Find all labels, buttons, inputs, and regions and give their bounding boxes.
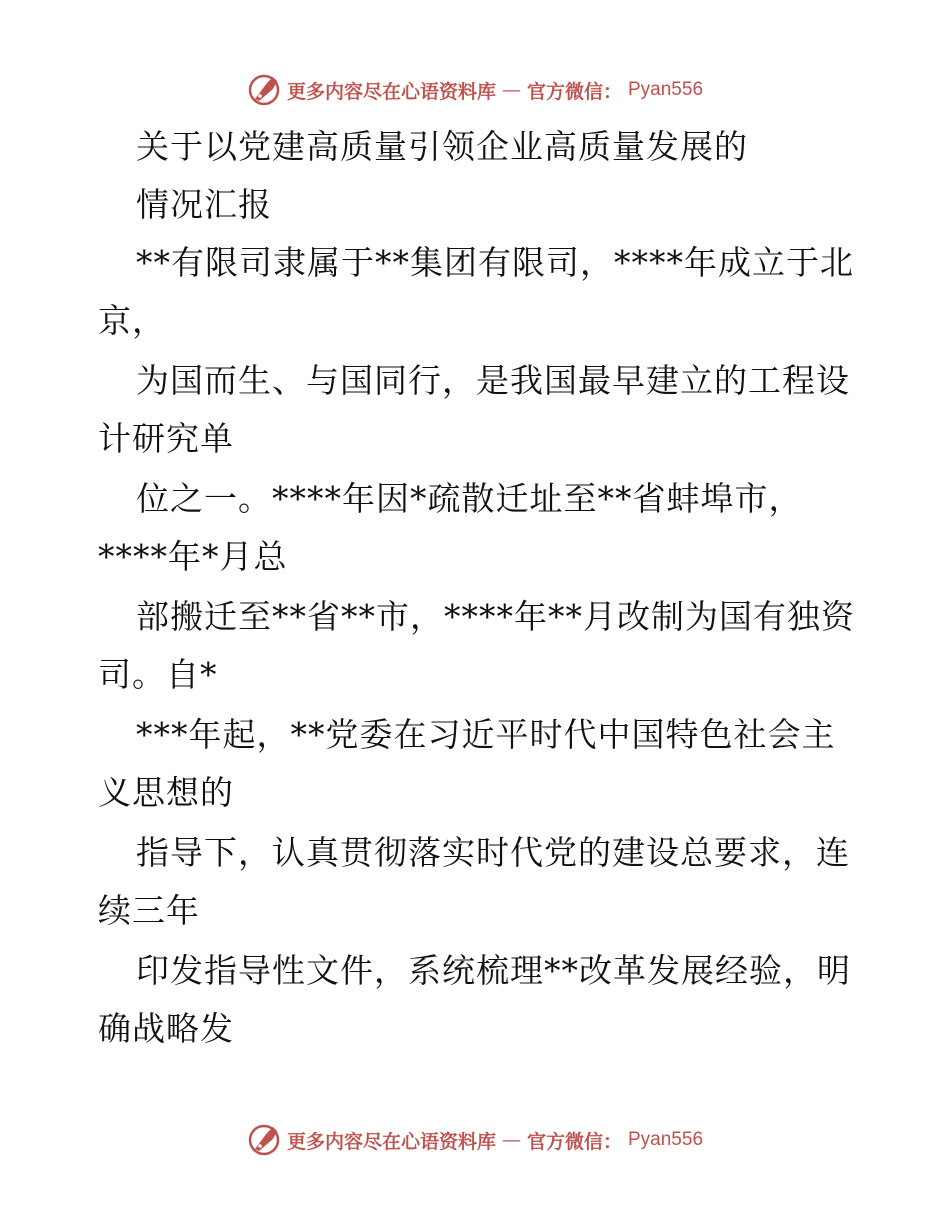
doc-paragraph-line: 为国而生、与国同行，是我国最早建立的工程设 bbox=[136, 361, 850, 400]
banner-wechat-label: 官方微信： bbox=[526, 1130, 622, 1153]
banner-wechat-id: Pyan556 bbox=[628, 79, 704, 100]
doc-paragraph-line: 指导下，认真贯彻落实时代党的建设总要求，连 bbox=[136, 833, 850, 872]
banner-separator: — bbox=[501, 1129, 521, 1151]
doc-paragraph-line: 位之一。****年因*疏散迁址至**省蚌埠市， bbox=[136, 479, 803, 518]
doc-paragraph-line: ****年*月总 bbox=[98, 537, 288, 576]
doc-title-line-1: 关于以党建高质量引领企业高质量发展的 bbox=[136, 127, 748, 166]
doc-paragraph-line: 义思想的 bbox=[98, 773, 234, 812]
doc-paragraph-line: 续三年 bbox=[98, 891, 200, 930]
pen-nib-logo-icon bbox=[247, 1123, 281, 1157]
banner-separator: — bbox=[501, 79, 521, 101]
header-watermark-banner bbox=[0, 70, 950, 110]
footer-watermark-banner bbox=[0, 1120, 950, 1160]
pen-nib-logo-icon bbox=[247, 73, 281, 107]
doc-paragraph-line: 司。自* bbox=[98, 655, 218, 694]
banner-wechat-id: Pyan556 bbox=[628, 1129, 704, 1150]
doc-paragraph-line: ***年起，**党委在习近平时代中国特色社会主 bbox=[136, 715, 836, 754]
doc-paragraph-line: **有限司隶属于**集团有限司，****年成立于北 bbox=[136, 243, 854, 282]
banner-text: 更多内容尽在心语资料库 bbox=[286, 80, 496, 103]
doc-title-line-2: 情况汇报 bbox=[136, 185, 272, 224]
doc-paragraph-line: 计研究单 bbox=[98, 419, 234, 458]
banner-text: 更多内容尽在心语资料库 bbox=[286, 1130, 496, 1153]
doc-paragraph-line: 确战略发 bbox=[98, 1009, 234, 1048]
banner-wechat-label: 官方微信： bbox=[526, 80, 622, 103]
doc-paragraph-line: 京， bbox=[98, 301, 166, 340]
doc-paragraph-line: 印发指导性文件，系统梳理**改革发展经验，明 bbox=[136, 951, 851, 990]
doc-paragraph-line: 部搬迁至**省**市，****年**月改制为国有独资 bbox=[136, 597, 855, 636]
